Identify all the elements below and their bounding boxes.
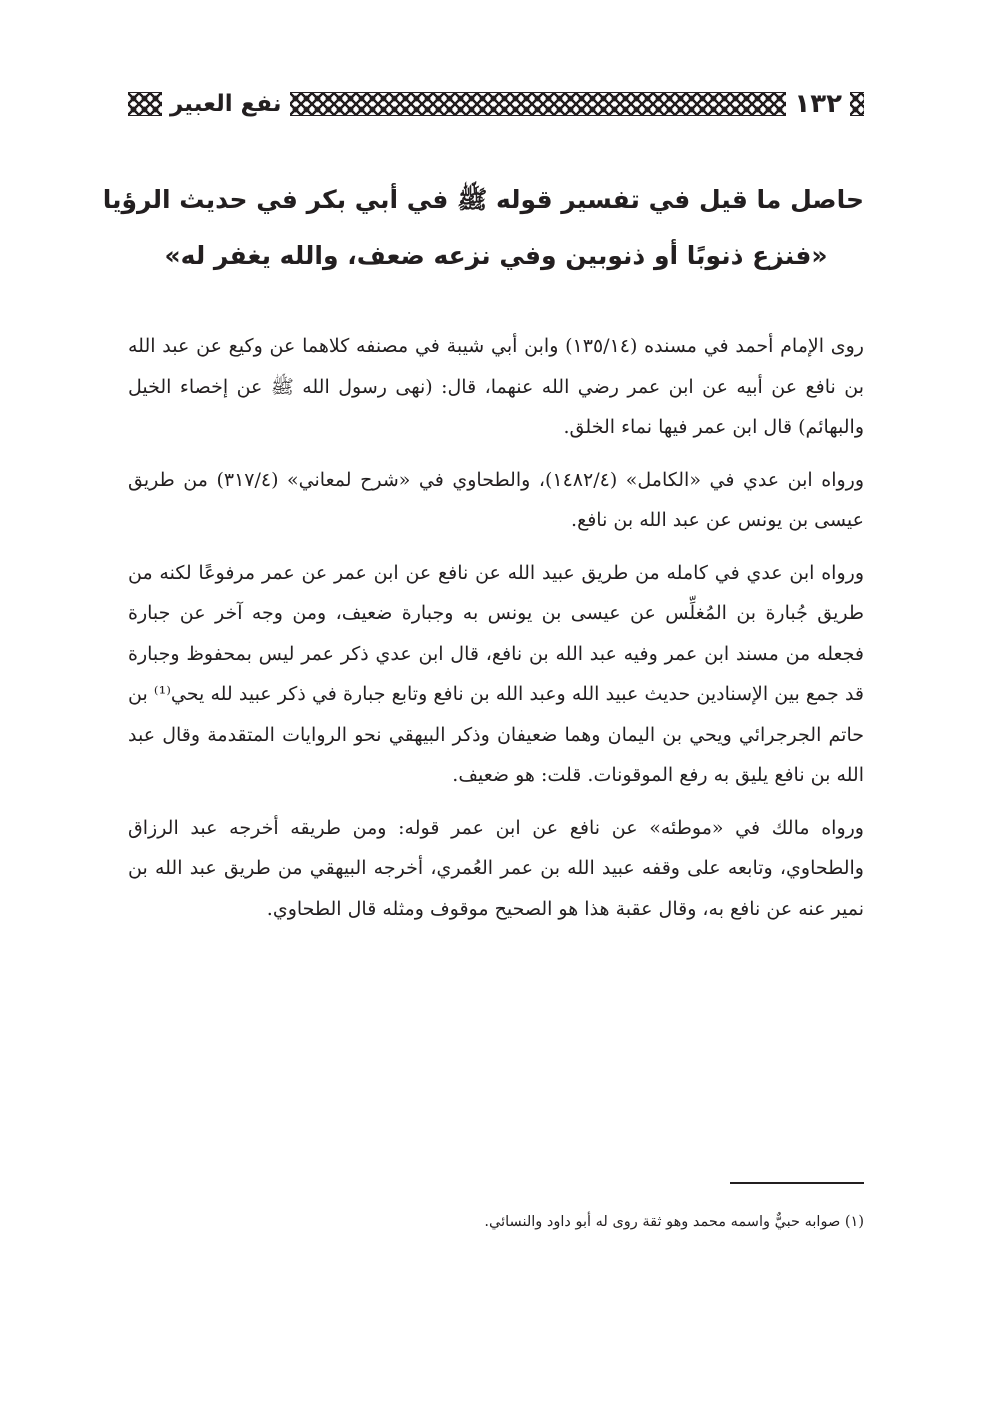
header-ornament-band (290, 92, 787, 116)
header-ornament-right (850, 92, 864, 116)
body-text (128, 326, 864, 941)
paragraph: ورواه ابن عدي في «الكامل» (١٤٨٢/٤)، والطحاوي في «شرح لمعاني» (٣١٧/٤) من طريق عيسى بن يونس عن عبد الله بن نافع. (128, 468, 864, 531)
page-number: ١٣٢ (794, 89, 842, 119)
section-heading (102, 172, 864, 284)
footnote-separator (730, 1182, 864, 1184)
paragraph: ورواه مالك في «موطئه» عن نافع عن ابن عمر قوله: ومن طريقه أخرجه عبد الرزاق والطحاوي، وتابعه على وقفه عبيد الله بن عمر العُمري، أخرجه البيهقي من طريق عبد الله بن نمير عنه عن نافع به، وقال عقبة هذا هو الصحيح موقوف ومثله قال الطحاوي. (128, 816, 864, 920)
header-ornament-left (128, 92, 162, 116)
section-heading-line-2: «فنزع ذنوبًا أو ذنوبين وفي نزعه ضعف، والله يغفر له» (164, 241, 828, 270)
paragraph: روى الإمام أحمد في مسنده (١٣٥/١٤) وابن أبي شيبة في مصنفه كلاهما عن وكيع عن عبد الله بن نافع عن أبيه عن ابن عمر رضي الله عنهما، قال: (نهى رسول الله ﷺ عن إخصاء الخيل والبهائم) قال ابن عمر فيها نماء الخلق. (128, 335, 864, 438)
book-title: نفع العبير (170, 90, 282, 117)
running-header (128, 84, 864, 124)
paragraph: ورواه ابن عدي في كامله من طريق عبيد الله عن نافع عن ابن عمر عن عمر مرفوعًا لكنه من طريق جُبارة بن المُغلِّس عن عيسى بن يونس به وجبارة ضعيف، ومن وجه آخر عن جبارة فجعله من مسند ابن عمر وفيه عبد الله بن نافع، قال ابن عدي ذكر عمر ليس بمحفوظ وجبارة قد جمع بين الإسنادين حديث عبيد الله وعبد الله بن نافع وتابع جبارة في ذكر عبيد لله يحي⁽¹⁾ بن حاتم الجرجرائي ويحي بن اليمان وهما ضعيفان وذكر البيهقي نحو الروايات المتقدمة وقال عبد الله بن نافع يليق به رفع الموقونات. قلت: هو ضعيف. (128, 561, 864, 786)
footnote: (١) صوابه حبيٌّ واسمه محمد وهو ثقة روى له أبو داود والنسائي. (484, 1214, 864, 1230)
section-heading-line-1: حاصل ما قيل في تفسير قوله ﷺ في أبي بكر في حديث الرؤيا (102, 185, 864, 214)
